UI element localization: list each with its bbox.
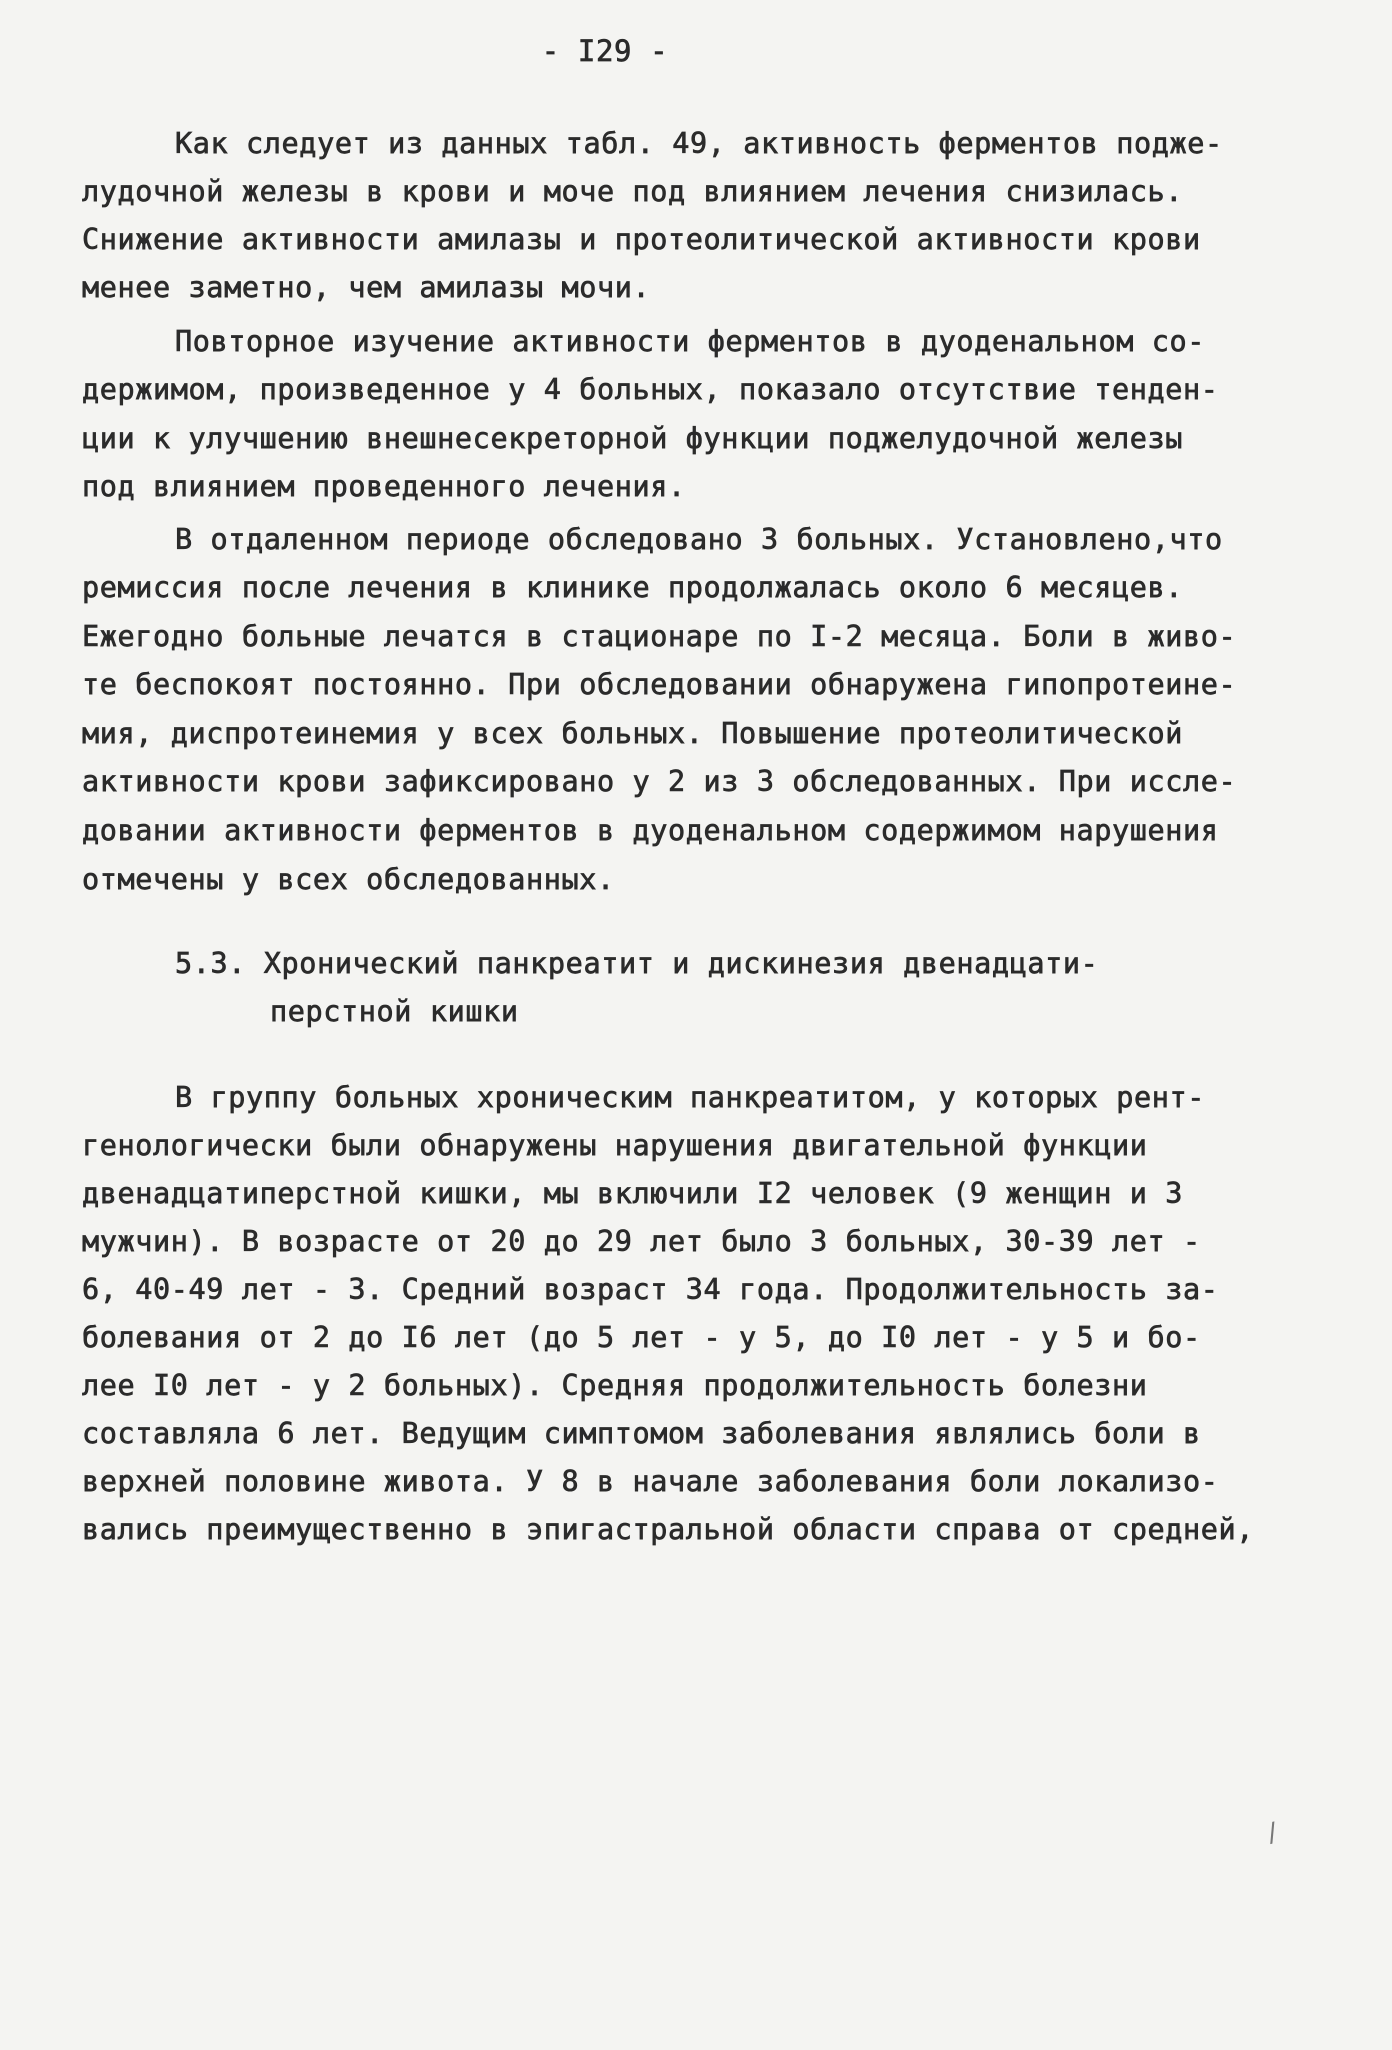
paragraph-2-line-1: Повторное изучение активности ферментов в дуоденальном со-: [175, 325, 1205, 358]
paragraph-4-line-10: вались преимущественно в эпигастральной области справа от средней,: [82, 1513, 1255, 1546]
paragraph-2-line-2: держимом, произведенное у 4 больных, показало отсутствие тенден-: [82, 373, 1219, 406]
margin-mark: /: [1264, 1817, 1281, 1849]
paragraph-4-line-8: составляла 6 лет. Ведущим симптомом заболевания являлись боли в: [82, 1417, 1201, 1450]
page-number: - I29 -: [541, 34, 669, 68]
paragraph-3-line-3: Ежегодно больные лечатся в стационаре по I-2 месяца. Боли в живо-: [82, 620, 1237, 653]
paragraph-4-line-3: двенадцатиперстной кишки, мы включили I2 человек (9 женщин и 3: [82, 1177, 1184, 1210]
paragraph-4-line-6: болевания от 2 до I6 лет (до 5 лет - у 5, до I0 лет - у 5 и бо-: [82, 1321, 1201, 1354]
paragraph-1-line-2: лудочной железы в крови и моче под влиянием лечения снизилась.: [82, 175, 1184, 208]
paragraph-2-line-3: ции к улучшению внешнесекреторной функции поджелудочной железы: [82, 422, 1184, 455]
section-heading-line-1: 5.3. Хронический панкреатит и дискинезия двенадцати-: [175, 947, 1099, 980]
paragraph-4-line-7: лее I0 лет - у 2 больных). Средняя продолжительность болезни: [82, 1369, 1148, 1402]
paragraph-1-line-4: менее заметно, чем амилазы мочи.: [82, 271, 651, 304]
paragraph-4-line-1: В группу больных хроническим панкреатитом, у которых рент-: [175, 1081, 1205, 1114]
paragraph-1-line-3: Снижение активности амилазы и протеолитической активности крови: [82, 223, 1201, 256]
paragraph-3-line-7: довании активности ферментов в дуоденальном содержимом нарушения: [82, 814, 1219, 847]
paragraph-1-line-1: Как следует из данных табл. 49, активность ферментов подже-: [175, 127, 1223, 160]
paragraph-3-line-5: мия, диспротеинемия у всех больных. Повышение протеолитической: [82, 717, 1184, 750]
paragraph-4-line-4: мужчин). В возрасте от 20 до 29 лет было 3 больных, 30-39 лет -: [82, 1225, 1201, 1258]
section-heading-line-2: перстной кишки: [270, 995, 519, 1028]
paragraph-4-line-9: верхней половине живота. У 8 в начале заболевания боли локализо-: [82, 1465, 1219, 1498]
paragraph-4-line-5: 6, 40-49 лет - 3. Средний возраст 34 года. Продолжительность за-: [82, 1273, 1219, 1306]
paragraph-3-line-2: ремиссия после лечения в клинике продолжалась около 6 месяцев.: [82, 571, 1184, 604]
paragraph-3-line-1: В отдаленном периоде обследовано 3 больных. Установлено,что: [175, 523, 1223, 556]
paragraph-4-line-2: генологически были обнаружены нарушения двигательной функции: [82, 1129, 1148, 1162]
paragraph-3-line-8: отмечены у всех обследованных.: [82, 863, 615, 896]
paragraph-3-line-4: те беспокоят постоянно. При обследовании обнаружена гипопротеине-: [82, 668, 1237, 701]
paragraph-3-line-6: активности крови зафиксировано у 2 из 3 обследованных. При иссле-: [82, 765, 1237, 798]
paragraph-2-line-4: под влиянием проведенного лечения.: [82, 470, 686, 503]
